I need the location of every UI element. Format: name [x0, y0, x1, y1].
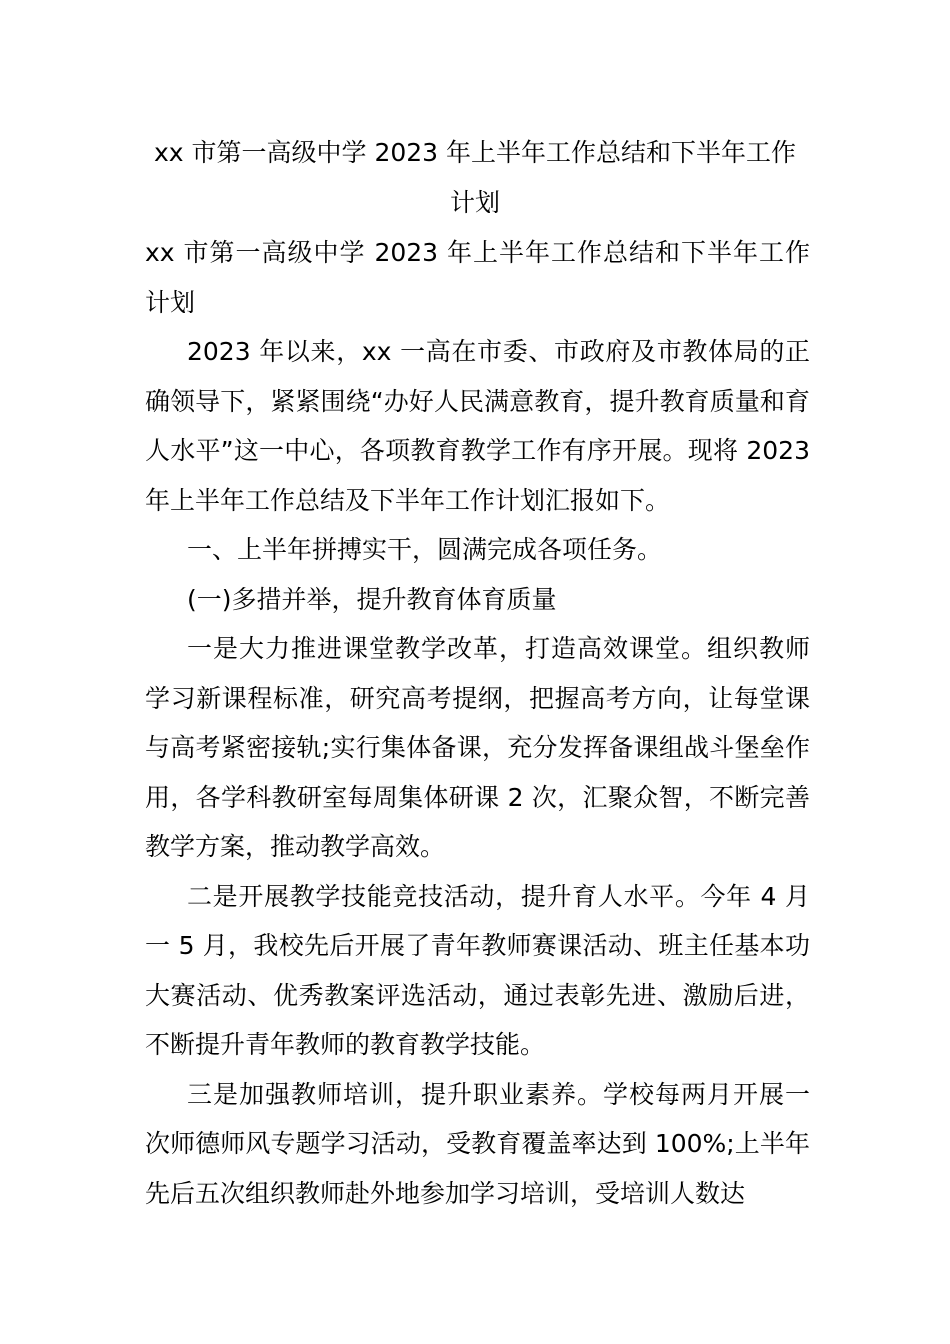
paragraph-intro: 2023 年以来，xx 一高在市委、市政府及市教体局的正确领导下，紧紧围绕“办好人民满意教育，提升教育质量和育人水平”这一中心，各项教育教学工作有序开展。现将 2023 年上半年工作总结及下半年工作计划汇报如下。 — [145, 337, 810, 515]
paragraph-item-3: 三是加强教师培训，提升职业素养。学校每两月开展一次师德师风专题学习活动，受教育覆盖率达到 100%;上半年先后五次组织教师赴外地参加学习培训，受培训人数达 — [145, 1079, 810, 1208]
title-line-1: xx 市第一高级中学 2023 年上半年工作总结和下半年工作 — [153, 138, 797, 167]
document-title — [140, 128, 810, 228]
section-heading-1: 一、上半年拼搏实干，圆满完成各项任务。 — [187, 535, 663, 564]
paragraph-item-1: 一是大力推进课堂教学改革，打造高效课堂。组织教师学习新课程标准，研究高考提纲，把握高考方向，让每堂课与高考紧密接轨;实行集体备课，充分发挥备课组战斗堡垒作用，各学科教研室每周集体研课 2 次，汇聚众智，不断完善教学方案，推动教学高效。 — [145, 634, 810, 861]
document-body — [145, 228, 810, 1218]
paragraph-item-2: 二是开展教学技能竞技活动，提升育人水平。今年 4 月一 5 月，我校先后开展了青年教师赛课活动、班主任基本功大赛活动、优秀教案评选活动，通过表彰先进、激励后进，不断提升青年教师的教育教学技能。 — [145, 881, 810, 1059]
document-subtitle: xx 市第一高级中学 2023 年上半年工作总结和下半年工作计划 — [145, 238, 810, 317]
subsection-heading-1: (一)多措并举，提升教育体育质量 — [187, 584, 557, 614]
title-line-2: 计划 — [449, 188, 500, 217]
